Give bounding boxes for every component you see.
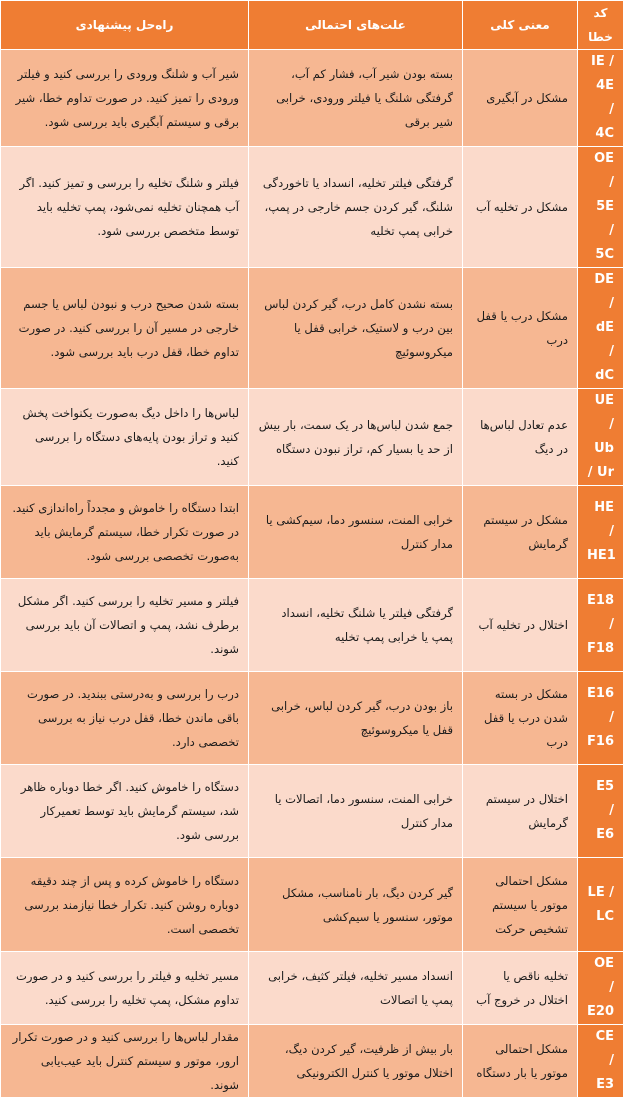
error-code: UE / Ub / Ur <box>578 389 624 486</box>
error-causes: باز بودن درب، گیر کردن لباس، خرابی قفل یا میکروسوئیچ <box>249 672 463 765</box>
error-causes: جمع شدن لباس‌ها در یک سمت، بار بیش از حد یا بسیار کم، تراز نبودن دستگاه <box>249 389 463 486</box>
error-meaning: اختلال در سیستم گرمایش <box>463 765 578 858</box>
error-fix: ابتدا دستگاه را خاموش و مجدداً راه‌اندازی کنید. در صورت تکرار خطا، سیستم گرمایش باید به‌صورت تخصصی بررسی شود. <box>1 486 249 579</box>
error-code: OE / E20 <box>578 952 624 1025</box>
error-fix: درب را بررسی و به‌درستی ببندید. در صورت باقی ماندن خطا، قفل درب نیاز به بررسی تخصصی دارد. <box>1 672 249 765</box>
error-fix: فیلتر و مسیر تخلیه را بررسی کنید. اگر مشکل برطرف نشد، پمپ و اتصالات آن باید بررسی شوند. <box>1 579 249 672</box>
error-code: E16 / F16 <box>578 672 624 765</box>
error-code: HE / HE1 <box>578 486 624 579</box>
header-fix: راه‌حل پیشنهادی <box>1 1 249 50</box>
error-causes: خرابی المنت، سنسور دما، اتصالات یا مدار کنترل <box>249 765 463 858</box>
table-row <box>1 268 624 389</box>
error-fix: فیلتر و شلنگ تخلیه را بررسی و تمیز کنید. اگر آب همچنان تخلیه نمی‌شود، پمپ تخلیه باید توسط متخصص بررسی شود. <box>1 147 249 268</box>
error-code: E18 / F18 <box>578 579 624 672</box>
error-causes: بسته بودن شیر آب، فشار کم آب، گرفتگی شلنگ یا فیلتر ورودی، خرابی شیر برقی <box>249 50 463 147</box>
table-row <box>1 147 624 268</box>
table-row <box>1 672 624 765</box>
error-meaning: اختلال در تخلیه آب <box>463 579 578 672</box>
error-fix: بسته شدن صحیح درب و نبودن لباس یا جسم خارجی در مسیر آن را بررسی کنید. در صورت تداوم خطا، قفل درب باید بررسی شود. <box>1 268 249 389</box>
header-meaning: معنی کلی <box>463 1 578 50</box>
error-meaning: مشکل احتمالی موتور یا بار دستگاه <box>463 1025 578 1098</box>
error-meaning: مشکل احتمالی موتور یا سیستم تشخیص حرکت <box>463 858 578 952</box>
table-row <box>1 486 624 579</box>
error-causes: خرابی المنت، سنسور دما، سیم‌کشی یا مدار کنترل <box>249 486 463 579</box>
error-code: CE / E3 <box>578 1025 624 1098</box>
error-code: E5 / E6 <box>578 765 624 858</box>
error-fix: شیر آب و شلنگ ورودی را بررسی کنید و فیلتر ورودی را تمیز کنید. در صورت تداوم خطا، شیر برقی و سیستم آبگیری باید بررسی شود. <box>1 50 249 147</box>
error-meaning: مشکل در بسته شدن درب یا قفل درب <box>463 672 578 765</box>
header-code: کد خطا <box>578 1 624 50</box>
error-code: DE / dE / dC <box>578 268 624 389</box>
error-meaning: مشکل درب یا قفل درب <box>463 268 578 389</box>
error-causes: گرفتگی فیلتر یا شلنگ تخلیه، انسداد پمپ یا خرابی پمپ تخلیه <box>249 579 463 672</box>
error-code: LE / LC <box>578 858 624 952</box>
table-row <box>1 1025 624 1098</box>
error-code: IE / 4E / 4C <box>578 50 624 147</box>
table-row <box>1 579 624 672</box>
table-row <box>1 765 624 858</box>
error-fix: دستگاه را خاموش کرده و پس از چند دقیقه دوباره روشن کنید. تکرار خطا نیازمند بررسی تخصصی است. <box>1 858 249 952</box>
error-causes: گیر کردن دیگ، بار نامناسب، مشکل موتور، سنسور یا سیم‌کشی <box>249 858 463 952</box>
error-fix: دستگاه را خاموش کنید. اگر خطا دوباره ظاهر شد، سیستم گرمایش باید توسط تعمیرکار بررسی شود. <box>1 765 249 858</box>
error-meaning: مشکل در تخلیه آب <box>463 147 578 268</box>
error-fix: لباس‌ها را داخل دیگ به‌صورت یکنواخت پخش کنید و تراز بودن پایه‌های دستگاه را بررسی کنید. <box>1 389 249 486</box>
table-row <box>1 952 624 1025</box>
error-meaning: مشکل در آبگیری <box>463 50 578 147</box>
table-row <box>1 858 624 952</box>
error-causes: بسته نشدن کامل درب، گیر کردن لباس بین درب و لاستیک، خرابی قفل یا میکروسوئیچ <box>249 268 463 389</box>
table-row <box>1 389 624 486</box>
error-meaning: عدم تعادل لباس‌ها در دیگ <box>463 389 578 486</box>
error-causes: بار بیش از ظرفیت، گیر کردن دیگ، اختلال موتور یا کنترل الکترونیکی <box>249 1025 463 1098</box>
error-causes: انسداد مسیر تخلیه، فیلتر کثیف، خرابی پمپ یا اتصالات <box>249 952 463 1025</box>
error-fix: مسیر تخلیه و فیلتر را بررسی کنید و در صورت تداوم مشکل، پمپ تخلیه را بررسی کنید. <box>1 952 249 1025</box>
table-row <box>1 50 624 147</box>
error-code: OE / 5E / 5C <box>578 147 624 268</box>
table-header-row <box>1 1 624 50</box>
error-causes: گرفتگی فیلتر تخلیه، انسداد یا تاخوردگی شلنگ، گیر کردن جسم خارجی در پمپ، خرابی پمپ تخلیه <box>249 147 463 268</box>
error-meaning: مشکل در سیستم گرمایش <box>463 486 578 579</box>
error-fix: مقدار لباس‌ها را بررسی کنید و در صورت تکرار ارور، موتور و سیستم کنترل باید عیب‌یابی شوند. <box>1 1025 249 1098</box>
error-meaning: تخلیه ناقص یا اختلال در خروج آب <box>463 952 578 1025</box>
header-causes: علت‌های احتمالی <box>249 1 463 50</box>
